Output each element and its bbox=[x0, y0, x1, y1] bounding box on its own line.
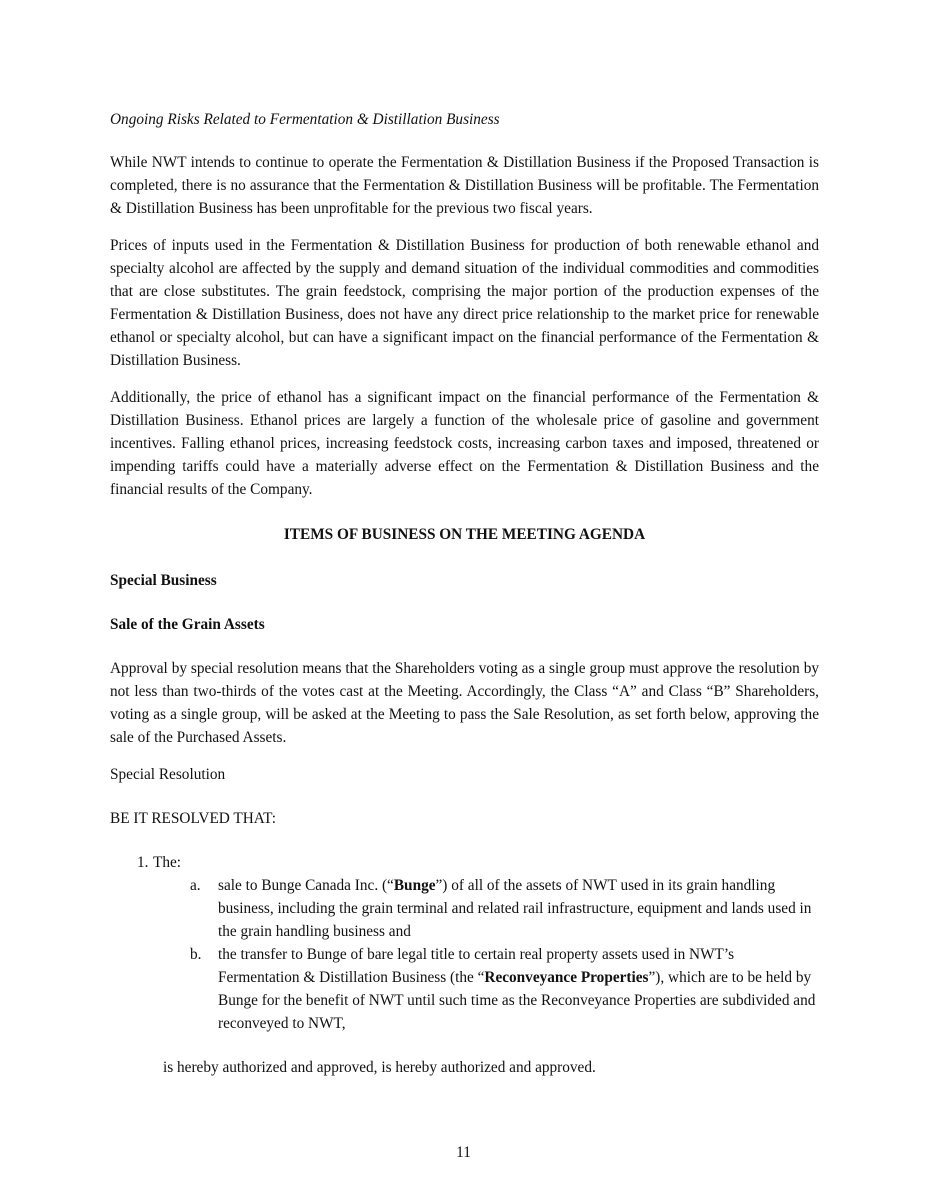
subitem-text-post: ”) of all of the assets of NWT used in its grain handling business, including the grain terminal and related rail infrastructure, equipment and lands used in the grain handling business and bbox=[218, 877, 812, 940]
resolution-item-1 bbox=[110, 851, 819, 874]
risks-paragraph-3: Additionally, the price of ethanol has a significant impact on the financial performance of the Fermentation & Distillation Business. Ethanol prices are largely a function of the wholesale price of gasoline and government incentives. Falling ethanol prices, increasing feedstock costs, increasing carbon taxes and imposed, threatened or impending tariffs could have a materially adverse effect on the Fermentation & Distillation Business and the financial results of the Company. bbox=[110, 389, 819, 498]
be-it-resolved-label: BE IT RESOLVED THAT: bbox=[110, 810, 276, 827]
risks-paragraph-2: Prices of inputs used in the Fermentation & Distillation Business for production of both renewable ethanol and specialty alcohol are affected by the supply and demand situation of the individual commodities and commodities that are close substitutes. The grain feedstock, comprising the major portion of the production expenses of the Fermentation & Distillation Business, does not have any direct price relationship to the market price for renewable ethanol or specialty alcohol, but can have a significant impact on the financial performance of the Fermentation & Distillation Business. bbox=[110, 237, 819, 369]
bunge-defined-term: Bunge bbox=[393, 877, 436, 894]
subitem-label: b. bbox=[190, 946, 202, 963]
resolution-list bbox=[110, 851, 819, 1035]
resolution-subitem-a bbox=[110, 874, 819, 943]
document-page bbox=[110, 108, 819, 1079]
item-text: The: bbox=[153, 854, 182, 871]
special-resolution-label: Special Resolution bbox=[110, 766, 226, 783]
approval-paragraph: Approval by special resolution means that the Shareholders voting as a single group must approve the resolution by not less than two-thirds of the votes cast at the Meeting. Accordingly, the Class “A” and Class “B” Shareholders, voting as a single group, will be asked at the Meeting to pass the Sale Resolution, as set forth below, approving the sale of the Purchased Assets. bbox=[110, 660, 819, 746]
resolution-closing: is hereby authorized and approved, is hereby authorized and approved. bbox=[163, 1059, 596, 1076]
item-number: 1. bbox=[137, 854, 149, 871]
reconveyance-defined-term: Reconveyance Properties bbox=[484, 969, 649, 986]
risks-paragraph-1: While NWT intends to continue to operate the Fermentation & Distillation Business if the Proposed Transaction is completed, there is no assurance that the Fermentation & Distillation Business will be profitable. The Fermentation & Distillation Business has been unprofitable for the previous two fiscal years. bbox=[110, 154, 819, 217]
subitem-text-post: ”), which are to be held by Bunge for the benefit of NWT until such time as the Reconveyance Properties are subdivided and reconveyed to NWT, bbox=[218, 969, 816, 1032]
sale-grain-assets-heading: Sale of the Grain Assets bbox=[110, 616, 265, 633]
risks-heading: Ongoing Risks Related to Fermentation & Distillation Business bbox=[110, 111, 500, 128]
page-number: 11 bbox=[456, 1144, 471, 1161]
subitem-label: a. bbox=[190, 877, 201, 894]
special-business-heading: Special Business bbox=[110, 572, 217, 589]
resolution-subitem-b bbox=[110, 943, 819, 1035]
agenda-heading: ITEMS OF BUSINESS ON THE MEETING AGENDA bbox=[283, 526, 646, 543]
subitem-text-pre: the transfer to Bunge of bare legal title to certain real property assets used in NWT’s Fermentation & Distillation Business (the “ bbox=[218, 946, 735, 986]
subitem-text-pre: sale to Bunge Canada Inc. (“ bbox=[218, 877, 394, 894]
